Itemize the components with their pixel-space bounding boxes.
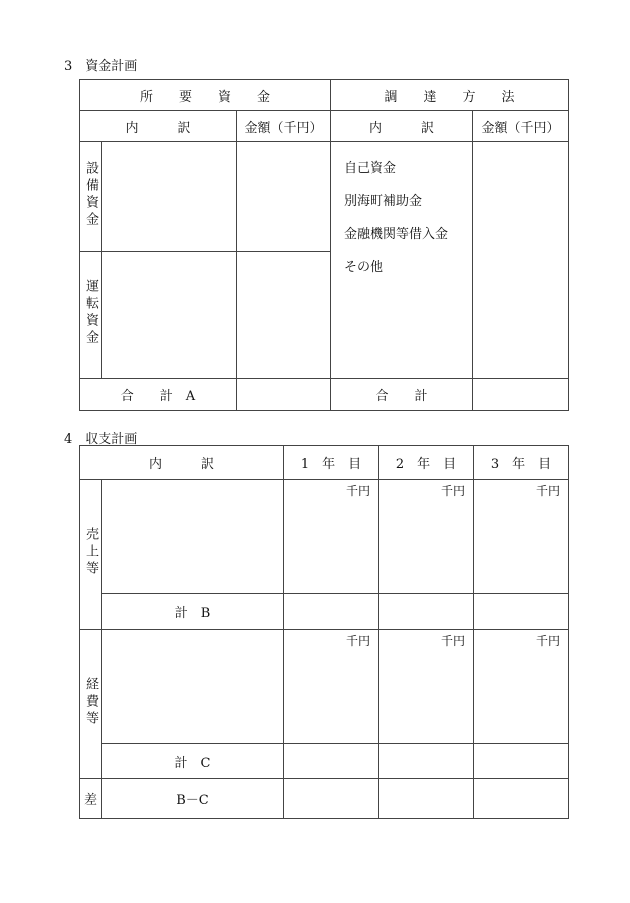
difference-year3-cell[interactable] [474, 779, 569, 819]
subtotal-c-year3-cell[interactable] [474, 744, 569, 779]
operating-breakdown-cell[interactable] [102, 252, 237, 379]
section4-heading: 4 収支計画 [64, 432, 138, 447]
difference-label: 差 [80, 779, 102, 819]
subtotal-b-year2-cell[interactable] [379, 594, 474, 630]
procurement-method-header: 調 達 方 法 [331, 80, 569, 111]
sales-label: 売上等 [80, 480, 102, 630]
subtotal-b-year1-cell[interactable] [284, 594, 379, 630]
expenses-year1-cell[interactable] [284, 630, 379, 744]
breakdown-header: 内 訳 [80, 111, 237, 142]
unit-label: 千円 [346, 484, 371, 498]
expenses-label: 経費等 [80, 630, 102, 779]
sales-year3-cell[interactable] [474, 480, 569, 594]
expenses-breakdown-cell[interactable] [102, 630, 284, 744]
unit-label: 千円 [536, 634, 561, 648]
year-2-header: 2 年 目 [379, 446, 474, 480]
required-funds-header: 所 要 資 金 [80, 80, 331, 111]
year-3-header: 3 年 目 [474, 446, 569, 480]
sales-year2-cell[interactable] [379, 480, 474, 594]
section3-heading: 3 資金計画 [64, 59, 138, 74]
procurement-amount-cell[interactable] [473, 142, 569, 379]
sales-breakdown-cell[interactable] [102, 480, 284, 594]
funding-plan-table [79, 79, 569, 411]
total-amount-cell[interactable] [473, 379, 569, 411]
difference-year1-cell[interactable] [284, 779, 379, 819]
subtotal-c-year2-cell[interactable] [379, 744, 474, 779]
income-expense-table [79, 445, 569, 819]
unit-label: 千円 [536, 484, 561, 498]
sales-year1-cell[interactable] [284, 480, 379, 594]
difference-year2-cell[interactable] [379, 779, 474, 819]
breakdown-header-2: 内 訳 [331, 111, 473, 142]
total-a-label: 合 計 A [80, 379, 237, 411]
operating-amount-cell[interactable] [237, 252, 331, 379]
subtotal-c-label: 計 C [102, 744, 284, 779]
equipment-funds-label: 設備資金 [80, 142, 102, 252]
equipment-amount-cell[interactable] [237, 142, 331, 252]
source-other: その他 [344, 260, 384, 275]
difference-formula: B－C [102, 779, 284, 819]
unit-label: 千円 [441, 484, 466, 498]
amount-header: 金額（千円） [237, 111, 331, 142]
unit-label: 千円 [346, 634, 371, 648]
procurement-sources-list [331, 142, 473, 379]
subtotal-c-year1-cell[interactable] [284, 744, 379, 779]
total-a-amount-cell[interactable] [237, 379, 331, 411]
expenses-year3-cell[interactable] [474, 630, 569, 744]
unit-label: 千円 [441, 634, 466, 648]
subtotal-b-label: 計 B [102, 594, 284, 630]
breakdown-header: 内 訳 [80, 446, 284, 480]
expenses-year2-cell[interactable] [379, 630, 474, 744]
source-bank-loan: 金融機関等借入金 [344, 227, 449, 242]
source-own-funds: 自己資金 [344, 161, 397, 176]
total-label: 合 計 [331, 379, 473, 411]
year-1-header: 1 年 目 [284, 446, 379, 480]
source-town-subsidy: 別海町補助金 [344, 194, 423, 209]
equipment-breakdown-cell[interactable] [102, 142, 237, 252]
subtotal-b-year3-cell[interactable] [474, 594, 569, 630]
amount-header-2: 金額（千円） [473, 111, 569, 142]
operating-funds-label: 運転資金 [80, 252, 102, 379]
